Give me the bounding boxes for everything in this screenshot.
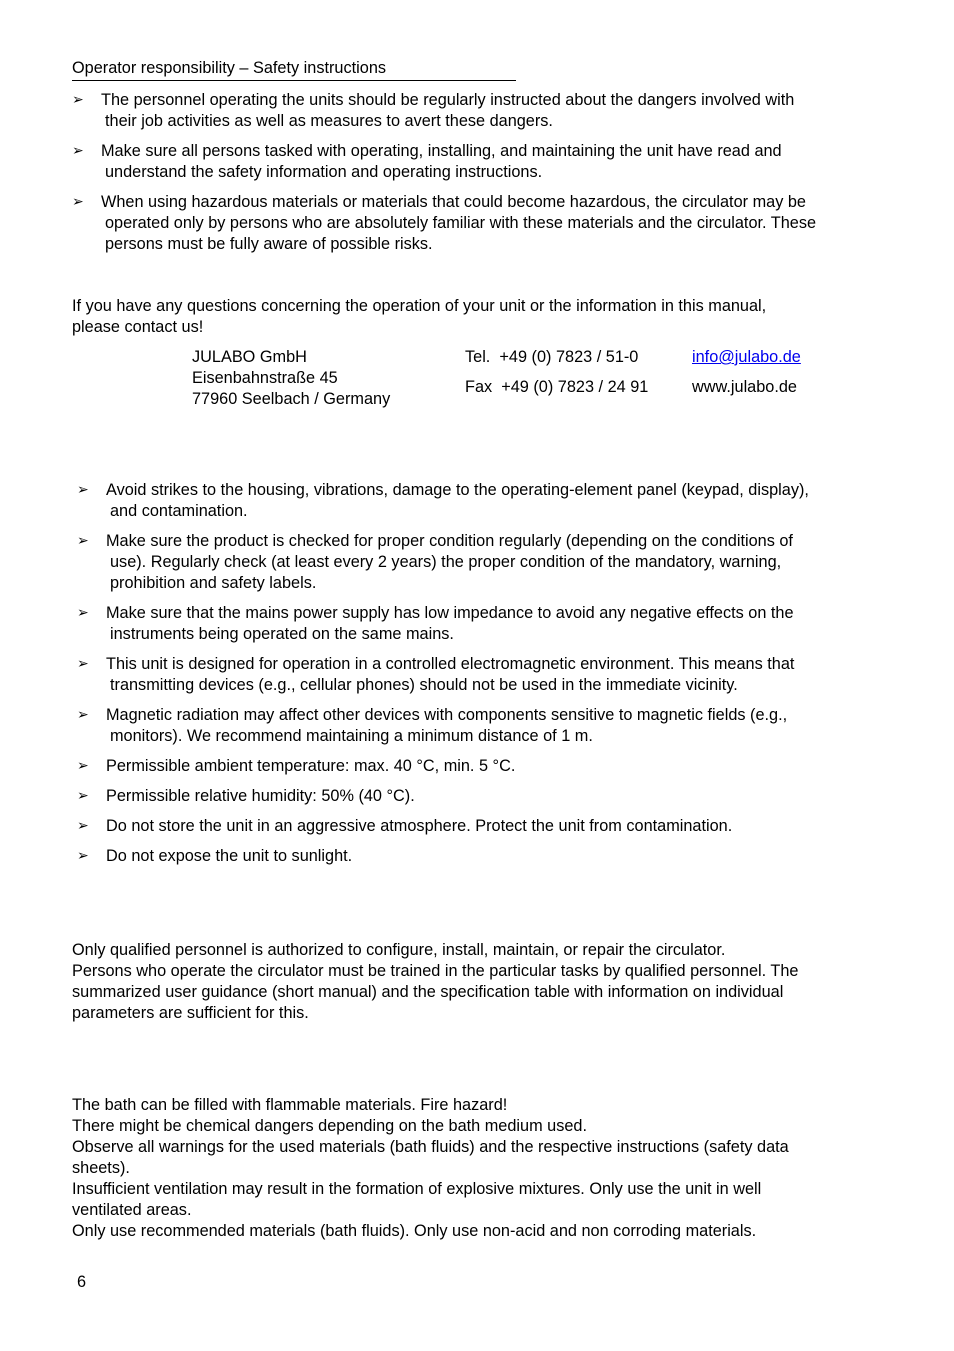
list-item [77,756,897,777]
section-header: Operator responsibility – Safety instructions [72,58,516,81]
paragraph-line: Only use recommended materials (bath fluids). Only use non-acid and non corroding materials. [72,1222,757,1240]
list-item-text: Avoid strikes to the housing, vibrations, damage to the operating-element panel (keypad, display), [106,481,809,499]
arrow-bullet-icon: ➢ [77,533,89,549]
arrow-bullet-icon: ➢ [72,143,84,159]
list-item-text: operated only by persons who are absolutely familiar with these materials and the circulator. These [105,214,817,232]
contact-block [192,347,892,417]
list-item-text: The personnel operating the units should be regularly instructed about the dangers involved with [101,91,795,109]
list-item-text: and contamination. [110,502,248,520]
contact-intro-line: please contact us! [72,318,204,336]
list-item-text: prohibition and safety labels. [110,574,317,592]
fax-row [465,377,648,398]
list-item [72,141,892,183]
phone-row [465,347,648,377]
email-link[interactable]: info@julabo.de [692,348,801,366]
list-item-text: Permissible relative humidity: 50% (40 °C). [106,787,415,805]
list-item-text: This unit is designed for operation in a controlled electromagnetic environment. This means that [106,655,795,673]
contact-intro [72,296,872,338]
list-item [77,531,897,594]
environment-bullet-list [77,480,897,876]
list-item [77,654,897,696]
arrow-bullet-icon: ➢ [77,707,89,723]
list-item-text: Make sure the product is checked for proper condition regularly (depending on the conditions of [106,532,793,550]
paragraph-line: Only qualified personnel is authorized to configure, install, maintain, or repair the circulator. [72,941,726,959]
arrow-bullet-icon: ➢ [77,482,89,498]
arrow-bullet-icon: ➢ [77,818,89,834]
list-item-text: Magnetic radiation may affect other devices with components sensitive to magnetic fields (e.g., [106,706,788,724]
website: www.julabo.de [692,378,797,396]
fax-label: Fax [465,378,493,396]
list-item-text: persons must be fully aware of possible risks. [105,235,433,253]
arrow-bullet-icon: ➢ [72,92,84,108]
paragraph-line: Observe all warnings for the used materials (bath fluids) and the respective instructions (safety data [72,1138,789,1156]
online-contacts [692,347,801,398]
contact-intro-line: If you have any questions concerning the operation of your unit or the information in this manual, [72,297,767,315]
list-item-text: When using hazardous materials or materials that could become hazardous, the circulator may be [101,193,806,211]
list-item-text: use). Regularly check (at least every 2 years) the proper condition of the mandatory, warning, [110,553,782,571]
paragraph-line: The bath can be filled with flammable materials. Fire hazard! [72,1096,508,1114]
list-item [72,90,892,132]
personnel-paragraph [72,940,872,1024]
list-item-text: monitors). We recommend maintaining a minimum distance of 1 m. [110,727,593,745]
list-item-text: instruments being operated on the same mains. [110,625,454,643]
arrow-bullet-icon: ➢ [77,848,89,864]
city: 77960 Seelbach / Germany [192,390,391,408]
paragraph-line: There might be chemical dangers depending on the bath medium used. [72,1117,587,1135]
tel-label: Tel. [465,348,491,366]
arrow-bullet-icon: ➢ [77,656,89,672]
list-item-text: Do not store the unit in an aggressive atmosphere. Protect the unit from contamination. [106,817,733,835]
tel-number: +49 (0) 7823 / 51-0 [499,348,639,366]
address [192,347,390,410]
list-item [77,480,897,522]
list-item-text: Permissible ambient temperature: max. 40 °C, min. 5 °C. [106,757,516,775]
hazards-paragraph [72,1095,872,1242]
list-item-text: Do not expose the unit to sunlight. [106,847,353,865]
paragraph-line: parameters are sufficient for this. [72,1004,309,1022]
list-item-text: their job activities as well as measures to avert these dangers. [105,112,553,130]
list-item-text: Make sure all persons tasked with operating, installing, and maintaining the unit have read and [101,142,782,160]
company-name: JULABO GmbH [192,348,307,366]
paragraph-line: sheets). [72,1159,130,1177]
list-item [77,816,897,837]
paragraph-line: Insufficient ventilation may result in the formation of explosive mixtures. Only use the unit in well [72,1180,762,1198]
list-item-text: Make sure that the mains power supply has low impedance to avoid any negative effects on the [106,604,794,622]
list-item [72,192,892,255]
arrow-bullet-icon: ➢ [77,605,89,621]
arrow-bullet-icon: ➢ [72,194,84,210]
list-item [77,705,897,747]
fax-number: +49 (0) 7823 / 24 91 [501,378,649,396]
arrow-bullet-icon: ➢ [77,758,89,774]
arrow-bullet-icon: ➢ [77,788,89,804]
list-item [77,846,897,867]
operator-bullet-list [72,90,892,264]
list-item [77,786,897,807]
phone-numbers [465,347,648,398]
list-item [77,603,897,645]
street: Eisenbahnstraße 45 [192,369,338,387]
paragraph-line: summarized user guidance (short manual) and the specification table with information on individual [72,983,784,1001]
paragraph-line: Persons who operate the circulator must be trained in the particular tasks by qualified personnel. The [72,962,799,980]
paragraph-line: ventilated areas. [72,1201,192,1219]
list-item-text: transmitting devices (e.g., cellular phones) should not be used in the immediate vicinity. [110,676,738,694]
page-number: 6 [77,1273,87,1291]
list-item-text: understand the safety information and operating instructions. [105,163,543,181]
